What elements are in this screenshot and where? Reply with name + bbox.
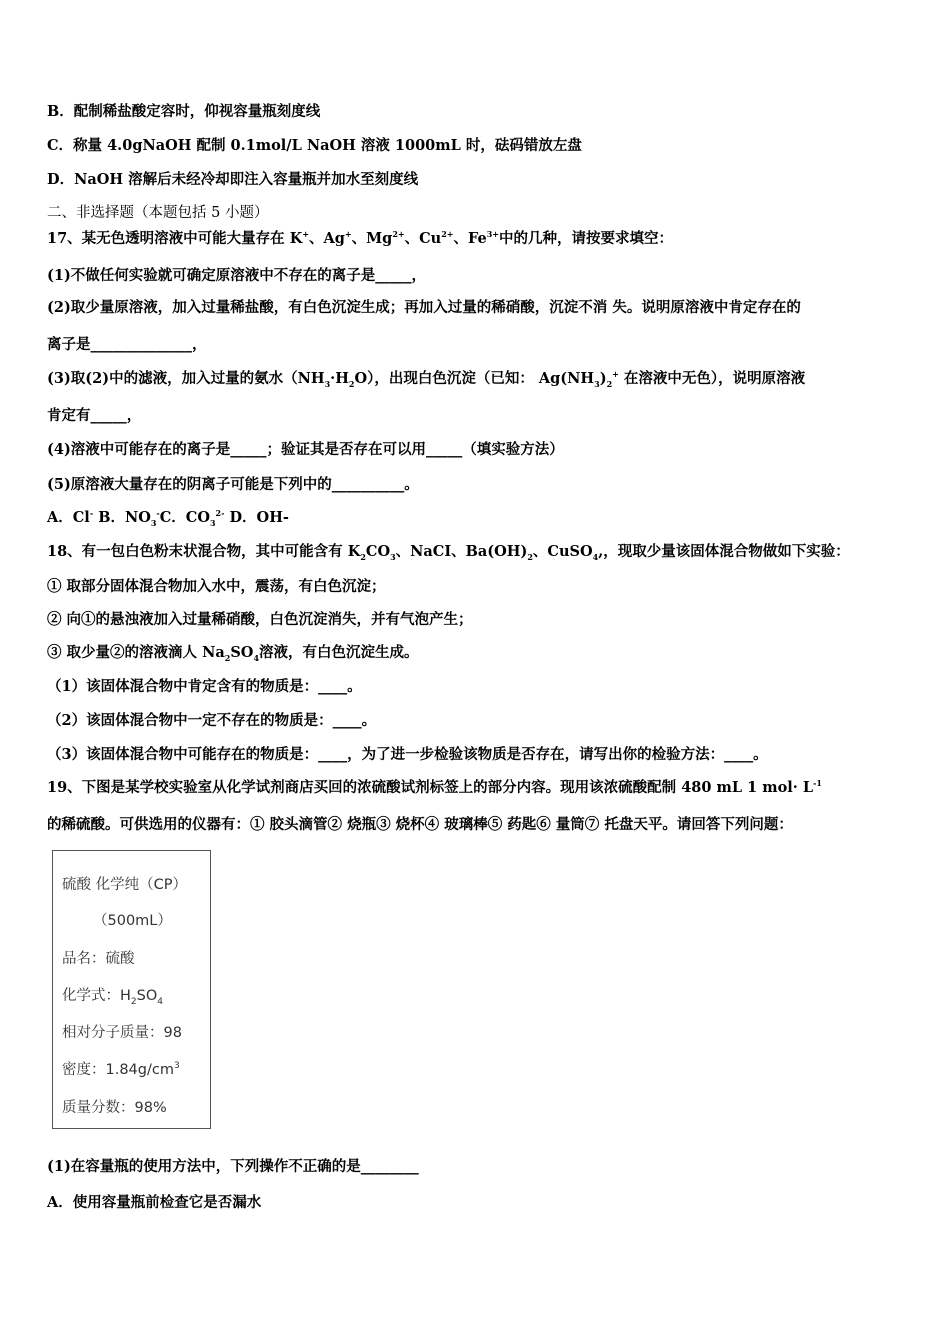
subscript: 2 xyxy=(224,652,231,663)
formula-sub: 2 xyxy=(130,996,137,1007)
reagent-label xyxy=(52,850,211,1129)
text-segment: C．称量 4.0gNaOH 配制 0.1mol/L NaOH 溶液 1000mL 时，砝码错放左盘 xyxy=(47,137,582,154)
question-18-stem xyxy=(47,542,850,562)
text-segment: 在溶液中无色），说明原溶液 xyxy=(618,370,806,387)
question-17-stem xyxy=(47,229,673,249)
label-formula xyxy=(62,984,163,1007)
formula-text: SO xyxy=(136,988,158,1004)
text-segment: 、Cu xyxy=(404,230,442,247)
superscript: - xyxy=(156,508,160,519)
superscript: + xyxy=(302,229,310,240)
superscript: 2+ xyxy=(392,229,405,240)
text-segment: ① 取部分固体混合物加入水中，震荡，有白色沉淀； xyxy=(47,578,386,595)
q17-part2-cont xyxy=(47,335,207,355)
text-segment: A．使用容量瓶前检查它是否漏水 xyxy=(47,1194,262,1211)
text-segment: ·H xyxy=(330,370,349,387)
q18-part3 xyxy=(47,745,768,765)
superscript: 2+ xyxy=(441,229,454,240)
text-segment: 中的几种，请按要求填空： xyxy=(499,230,673,247)
label-name: 品名：硫酸 xyxy=(62,951,135,967)
text-segment: ② 向①的悬浊液加入过量稀硝酸，白色沉淀消失，并有气泡产生； xyxy=(47,611,473,628)
text-segment: ③ 取少量②的溶液滴人 Na xyxy=(47,644,225,661)
q17-part4 xyxy=(47,440,564,460)
subscript: 3 xyxy=(150,517,157,528)
superscript: + xyxy=(344,229,352,240)
text-segment: (5)原溶液大量存在的阴离子可能是下列中的__________。 xyxy=(47,476,419,493)
text-segment: 、Ag xyxy=(309,230,345,247)
text-segment: (2)取少量原溶液，加入过量稀盐酸，有白色沉淀生成；再加入过量的稀硝酸，沉淀不消 失。说明原溶液中肯定存在的 xyxy=(47,299,801,316)
text-segment: 、Mg xyxy=(351,230,393,247)
text-segment: 肯定有_____， xyxy=(47,407,142,424)
q19-part1 xyxy=(47,1157,419,1177)
text-segment: 溶液，有白色沉淀生成。 xyxy=(259,644,419,661)
text-segment: 18、有一包白色粉末状混合物，其中可能含有 K xyxy=(47,543,361,560)
subscript: 3 xyxy=(594,378,600,389)
text-segment: 17、某无色透明溶液中可能大量存在 K xyxy=(47,230,303,247)
q18-step3 xyxy=(47,643,419,663)
question-19-stem xyxy=(47,778,822,798)
text-segment: 19、下图是某学校实验室从化学试剂商店买回的浓硫酸试剂标签上的部分内容。现用该浓硫酸配制 480 mL 1 mol· L xyxy=(47,779,814,796)
label-density xyxy=(62,1058,180,1079)
label-molar-mass: 相对分子质量：98 xyxy=(62,1025,182,1041)
superscript: 3+ xyxy=(486,229,499,240)
section-heading xyxy=(47,203,268,223)
q18-step1 xyxy=(47,577,386,597)
option-b xyxy=(47,102,320,122)
subscript: 2 xyxy=(360,551,366,562)
label-title: 硫酸 化学纯（CP） xyxy=(62,877,187,893)
q19-option-a xyxy=(47,1193,261,1213)
subscript: 4 xyxy=(253,652,260,663)
q17-part5 xyxy=(47,475,419,495)
formula-text: 化学式：H xyxy=(62,988,131,1004)
q17-part3-cont xyxy=(47,406,141,426)
label-mass-fraction: 质量分数：98% xyxy=(62,1100,167,1116)
text-segment: D．OH- xyxy=(224,509,289,526)
text-segment: （2）该固体混合物中一定不存在的物质是：____。 xyxy=(47,712,377,729)
text-segment: (1)在容量瓶的使用方法中，下列操作不正确的是________ xyxy=(47,1158,419,1175)
q18-step2 xyxy=(47,610,473,630)
q18-part2 xyxy=(47,711,376,731)
text-segment: 、NaCI、Ba(OH) xyxy=(395,543,528,560)
text-segment: ) xyxy=(599,370,607,387)
text-segment: CO xyxy=(365,543,391,560)
text-segment: A．Cl xyxy=(47,509,90,526)
text-segment: (4)溶液中可能存在的离子是_____；验证其是否存在可以用_____（填实验方法） xyxy=(47,441,564,458)
superscript: 2- xyxy=(215,508,225,519)
text-segment: SO xyxy=(230,644,254,661)
text-segment: ,，现取少量该固体混合物做如下实验： xyxy=(598,543,850,560)
density-text: 密度：1.84g/cm xyxy=(62,1062,174,1078)
subscript: 2 xyxy=(348,378,355,389)
q17-part5-options xyxy=(47,508,289,528)
text-segment: B．配制稀盐酸定容时，仰视容量瓶刻度线 xyxy=(47,103,321,120)
text-segment: D．NaOH 溶解后未经冷却即注入容量瓶并加水至刻度线 xyxy=(47,171,419,188)
density-sup: 3 xyxy=(173,1061,180,1072)
text-segment: 、Fe xyxy=(453,230,487,247)
text-segment: （3）该固体混合物中可能存在的物质是：____，为了进一步检验该物质是否存在，请写出你的检验方法：____。 xyxy=(47,746,768,763)
superscript: - xyxy=(89,508,94,519)
text-segment: 的稀硫酸。可供选用的仪器有：① 胶头滴管② 烧瓶③ 烧杯④ 玻璃棒⑤ 药匙⑥ 量筒⑦ 托盘天平。请回答下列问题： xyxy=(47,816,793,833)
q17-part3 xyxy=(47,369,805,389)
subscript: 2 xyxy=(606,378,613,389)
superscript: -1 xyxy=(813,778,822,789)
text-segment: 二、非选择题（本题包括 5 小题） xyxy=(47,205,269,221)
option-c xyxy=(47,136,582,156)
q17-part1 xyxy=(47,266,426,286)
subscript: 3 xyxy=(324,378,331,389)
text-segment: O），出现白色沉淀（已知： Ag(NH xyxy=(354,370,595,387)
text-segment: （1）该固体混合物中肯定含有的物质是：____。 xyxy=(47,678,362,695)
text-segment: 离子是______________， xyxy=(47,336,207,353)
subscript: 3 xyxy=(390,551,396,562)
q17-part2 xyxy=(47,298,801,318)
text-segment: B．NO xyxy=(93,509,151,526)
text-segment: (3)取(2)中的滤液，加入过量的氨水（NH xyxy=(47,370,325,387)
subscript: 2 xyxy=(527,551,533,562)
text-segment: C．CO xyxy=(159,509,210,526)
option-d xyxy=(47,170,418,190)
formula-sub: 4 xyxy=(157,996,163,1007)
subscript: 4 xyxy=(592,551,599,562)
text-segment: 、CuSO xyxy=(532,543,593,560)
question-19-stem-cont xyxy=(47,815,793,835)
subscript: 3 xyxy=(209,517,216,528)
label-volume: （500mL） xyxy=(93,913,172,929)
superscript: + xyxy=(612,369,619,380)
text-segment: (1)不做任何实验就可确定原溶液中不存在的离子是_____， xyxy=(47,267,427,284)
q18-part1 xyxy=(47,677,362,697)
